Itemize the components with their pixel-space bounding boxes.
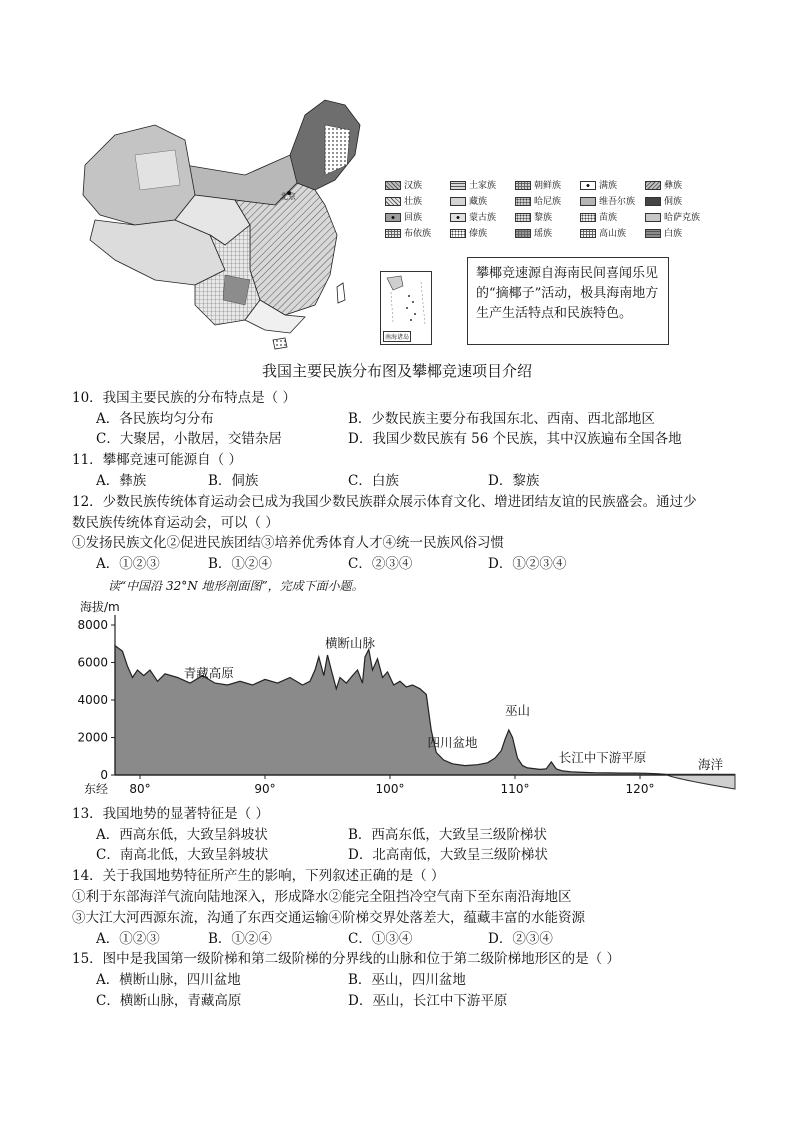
legend-item	[515, 213, 552, 224]
legend-label: 哈萨克族	[664, 213, 701, 223]
legend-item	[580, 229, 626, 240]
legend-label: 苗族	[599, 213, 618, 223]
legend-label: 白族	[664, 229, 683, 239]
ocean-shape	[665, 774, 735, 789]
legend-item	[385, 197, 422, 208]
legend-swatch	[645, 213, 661, 222]
legend-swatch	[450, 213, 466, 222]
legend-label: 满族	[599, 181, 618, 191]
y-axis-label: 海拔/m	[80, 600, 120, 614]
q12-stem-line1: 12．少数民族传统体育运动会已成为我国少数民族群众展示体育文化、增进团结友谊的民族盛会。通过少	[72, 494, 697, 510]
legend-item	[385, 181, 422, 192]
legend-label: 彝族	[664, 181, 683, 191]
q15-option-a[interactable]: A．横断山脉，四川盆地	[96, 972, 241, 988]
q14-stem: 14．关于我国地势特征所产生的影响，下列叙述正确的是（ ）	[72, 868, 445, 884]
q13-stem: 13．我国地势的显著特征是（ ）	[72, 806, 269, 822]
q10-option-c[interactable]: C．大聚居，小散居，交错杂居	[96, 431, 282, 447]
south-china-sea-inset	[380, 271, 432, 345]
x-tick-label: 110°	[500, 782, 530, 796]
legend-label: 傣族	[469, 229, 488, 239]
capital-label: 北京	[280, 192, 296, 201]
legend-item	[515, 229, 552, 240]
legend-item	[645, 229, 682, 240]
x-tick-label: 80°	[129, 782, 151, 796]
legend-label: 高山族	[599, 229, 627, 239]
inset-drawing	[381, 272, 431, 332]
legend-label: 壮族	[404, 197, 423, 207]
legend-item	[580, 197, 635, 208]
terrain-label: 横断山脉	[324, 635, 376, 651]
legend-item	[580, 181, 617, 192]
legend-item	[450, 197, 487, 208]
q13-option-a[interactable]: A．西高东低，大致呈斜坡状	[96, 827, 268, 843]
legend-swatch	[515, 213, 531, 222]
q14-statements-1: ①利于东部海洋气流向陆地深入，形成降水②能完全阻挡冷空气南下至东南沿海地区	[72, 889, 572, 905]
ethnic-distribution-map	[75, 95, 375, 355]
q15-option-c[interactable]: C．横断山脉，青藏高原	[96, 993, 242, 1009]
q12-statements: ①发扬民族文化②促进民族团结③培养优秀体育人才④统一民族风俗习惯	[72, 535, 504, 551]
legend-item	[515, 181, 561, 192]
q12-option-b[interactable]: B．①②④	[208, 556, 272, 572]
legend-swatch	[645, 197, 661, 206]
q15-option-d[interactable]: D．巫山，长江中下游平原	[348, 993, 508, 1009]
q14-option-b[interactable]: B．①②④	[208, 931, 272, 947]
legend-swatch	[580, 213, 596, 222]
q14-option-d[interactable]: D．②③④	[488, 931, 553, 947]
legend-swatch	[450, 197, 466, 206]
legend-label: 藏族	[469, 197, 488, 207]
q14-option-c[interactable]: C．①③④	[348, 931, 413, 947]
y-tick-label: 4000	[77, 693, 108, 707]
legend-swatch	[515, 181, 531, 190]
legend-swatch	[385, 197, 401, 206]
q14-option-a[interactable]: A．①②③	[96, 931, 160, 947]
legend-item	[450, 229, 487, 240]
y-tick-label: 0	[100, 768, 108, 782]
q12-option-d[interactable]: D．①②③④	[488, 556, 567, 572]
legend-swatch	[450, 229, 466, 238]
map-legend	[385, 181, 715, 241]
terrain-label: 长江中下游平原	[558, 749, 647, 765]
profile-intro: 读“中国沿 32°N 地形剖面图”，完成下面小题。	[108, 579, 364, 593]
legend-label: 哈尼族	[534, 197, 562, 207]
info-box: 攀椰竞速源自海南民间喜闻乐见的“摘椰子”活动，极具海南地方生产生活特点和民族特色。	[467, 257, 669, 345]
x-tick-label: 90°	[254, 782, 276, 796]
q15-option-b[interactable]: B．巫山，四川盆地	[348, 972, 466, 988]
legend-label: 维吾尔族	[599, 197, 636, 207]
ocean-label: 海洋	[698, 757, 724, 772]
legend-swatch	[580, 229, 596, 238]
y-tick-label: 2000	[77, 730, 108, 745]
legend-swatch	[580, 181, 596, 190]
legend-swatch	[515, 229, 531, 238]
legend-swatch	[385, 181, 401, 190]
legend-item	[385, 229, 431, 240]
legend-item	[645, 213, 700, 224]
legend-item	[645, 197, 682, 208]
q12-option-a[interactable]: A．①②③	[96, 556, 160, 572]
legend-item	[385, 213, 422, 224]
legend-item	[580, 213, 617, 224]
x-tick-label: 120°	[625, 782, 655, 796]
legend-label: 瑶族	[534, 229, 553, 239]
q15-stem: 15．图中是我国第一级阶梯和第二级阶梯的分界线的山脉和位于第二级阶梯地形区的是（ ）	[72, 951, 620, 967]
legend-swatch	[450, 181, 466, 190]
legend-label: 朝鲜族	[534, 181, 562, 191]
legend-swatch	[580, 197, 596, 206]
terrain-profile-chart	[0, 590, 794, 805]
q11-option-b[interactable]: B．侗族	[208, 473, 259, 489]
q11-stem: 11．攀椰竞速可能源自（ ）	[72, 452, 242, 468]
x-tick-label: 100°	[375, 782, 405, 796]
q10-option-a[interactable]: A．各民族均匀分布	[96, 411, 214, 427]
q13-option-d[interactable]: D．北高南低，大致呈三级阶梯状	[348, 847, 548, 863]
map-island-hainan	[273, 338, 287, 349]
legend-item	[450, 213, 496, 224]
legend-label: 蒙古族	[469, 213, 497, 223]
q10-stem: 10．我国主要民族的分布特点是（ ）	[72, 390, 296, 406]
legend-label: 土家族	[469, 181, 497, 191]
legend-label: 布依族	[404, 229, 432, 239]
q11-option-d[interactable]: D．黎族	[488, 473, 540, 489]
q12-stem-line2: 数民族传统体育运动会，可以（ ）	[72, 515, 279, 531]
terrain-label: 巫山	[504, 703, 531, 718]
q12-option-c[interactable]: C．②③④	[348, 556, 413, 572]
y-tick-label: 8000	[77, 618, 108, 632]
legend-label: 黎族	[534, 213, 553, 223]
inset-label: 南海诸岛	[383, 331, 411, 342]
legend-item	[450, 181, 496, 192]
q11-option-a[interactable]: A．彝族	[96, 473, 147, 489]
terrain-label: 四川盆地	[427, 734, 478, 750]
q13-option-c[interactable]: C．南高北低，大致呈斜坡状	[96, 847, 269, 863]
map-island-taiwan	[337, 283, 345, 303]
q10-option-b[interactable]: B．少数民族主要分布我国东北、西南、西北部地区	[348, 411, 655, 427]
legend-swatch	[645, 229, 661, 238]
legend-item	[515, 197, 561, 208]
china-map-drawing	[75, 95, 375, 355]
legend-swatch	[515, 197, 531, 206]
q13-option-b[interactable]: B．西高东低，大致呈三级阶梯状	[348, 827, 547, 843]
legend-label: 回族	[404, 213, 423, 223]
x-axis-prefix: 东经	[84, 782, 109, 796]
q14-statements-2: ③大江大河西源东流，沟通了东西交通运输④阶梯交界处落差大，蕴藏丰富的水能资源	[72, 910, 585, 926]
y-tick-label: 6000	[77, 655, 108, 670]
legend-swatch	[645, 181, 661, 190]
legend-swatch	[385, 229, 401, 238]
legend-item	[645, 181, 682, 192]
figure-caption: 我国主要民族分布图及攀椰竞速项目介绍	[261, 362, 532, 380]
legend-label: 侗族	[664, 197, 683, 207]
q11-option-c[interactable]: C．白族	[348, 473, 399, 489]
legend-swatch	[385, 213, 401, 222]
terrain-label: 青藏高原	[183, 665, 234, 681]
legend-label: 汉族	[404, 181, 423, 191]
q10-option-d[interactable]: D．我国少数民族有 56 个民族，其中汉族遍布全国各地	[348, 431, 682, 447]
